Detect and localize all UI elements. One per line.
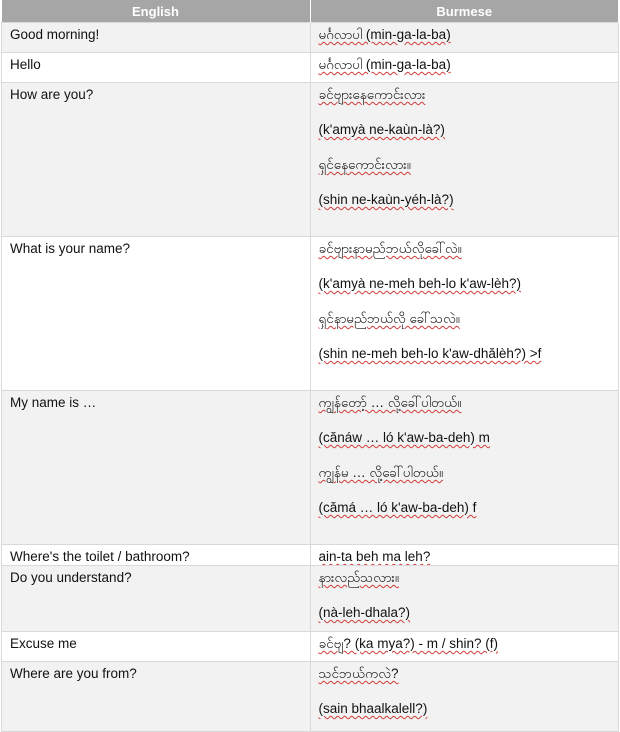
english-cell: Excuse me	[2, 632, 311, 662]
burmese-line: (nà-leh-dhala?)	[318, 605, 411, 620]
burmese-line: (cănáw … ló k'aw-ba-deh) m	[318, 430, 490, 445]
burmese-line: ကျွန်တော့် … လို့ခေါ်ပါတယ်။	[318, 395, 462, 410]
table-row	[2, 53, 619, 83]
burmese-line: ကျွန်မ … လို့ခေါ်ပါတယ်။	[318, 465, 444, 480]
english-cell: Where's the toilet / bathroom?	[2, 545, 311, 566]
header-row	[2, 0, 619, 23]
english-cell: My name is …	[2, 391, 311, 545]
table-row	[2, 23, 619, 53]
burmese-line: (cămá … ló k'aw-ba-deh) f	[318, 500, 477, 515]
burmese-line: (k'amyà ne-kaùn-là?)	[318, 122, 445, 137]
burmese-cell	[310, 83, 619, 237]
burmese-cell	[310, 53, 619, 83]
table-row	[2, 391, 619, 545]
burmese-cell	[310, 237, 619, 391]
table-row	[2, 83, 619, 237]
burmese-cell	[310, 566, 619, 632]
english-cell: What is your name?	[2, 237, 311, 391]
burmese-line: နားလည်သလား။	[318, 570, 399, 585]
burmese-line: (sain bhaalkalell?)	[318, 701, 428, 716]
english-cell: Where are you from?	[2, 662, 311, 732]
burmese-line: ခင်ဗျ? (ka mya?) - m / shin? (f)	[318, 636, 498, 651]
burmese-line: ခင်ဗျားနာမည်ဘယ်လိုခေါ်လဲ။	[318, 241, 462, 256]
english-cell: Hello	[2, 53, 311, 83]
burmese-line: ရှင်နေကောင်းလား။	[318, 157, 411, 172]
burmese-cell	[310, 391, 619, 545]
burmese-line: မင်္ဂလာပါ (min-ga-la-ba)	[318, 27, 451, 42]
burmese-line: ain-ta beh ma leh?	[318, 549, 431, 564]
burmese-line: သင်ဘယ်ကလဲ?	[318, 666, 399, 681]
table-row	[2, 237, 619, 391]
burmese-line: (k'amyà ne-meh beh-lo k'aw-lèh?)	[318, 276, 521, 291]
header-burmese: Burmese	[310, 0, 619, 23]
table-row	[2, 566, 619, 632]
burmese-cell	[310, 23, 619, 53]
phrase-table	[1, 0, 619, 732]
burmese-line: ခင်ဗျားနေကောင်းလား	[318, 87, 426, 102]
burmese-line: (shin ne-kaùn-yéh-là?)	[318, 192, 454, 207]
table-row	[2, 632, 619, 662]
burmese-line: (shin ne-meh beh-lo k'aw-dhălèh?) >f	[318, 346, 542, 361]
header-english: English	[2, 0, 311, 23]
burmese-line: မင်္ဂလာပါ (min-ga-la-ba)	[318, 57, 451, 72]
burmese-cell	[310, 545, 619, 566]
burmese-cell	[310, 662, 619, 732]
table-row	[2, 545, 619, 566]
english-cell: How are you?	[2, 83, 311, 237]
burmese-line: ရှင်နာမည်ဘယ်လို ခေါ်သလဲ။	[318, 311, 460, 326]
burmese-cell	[310, 632, 619, 662]
english-cell: Do you understand?	[2, 566, 311, 632]
table-row	[2, 662, 619, 732]
english-cell: Good morning!	[2, 23, 311, 53]
